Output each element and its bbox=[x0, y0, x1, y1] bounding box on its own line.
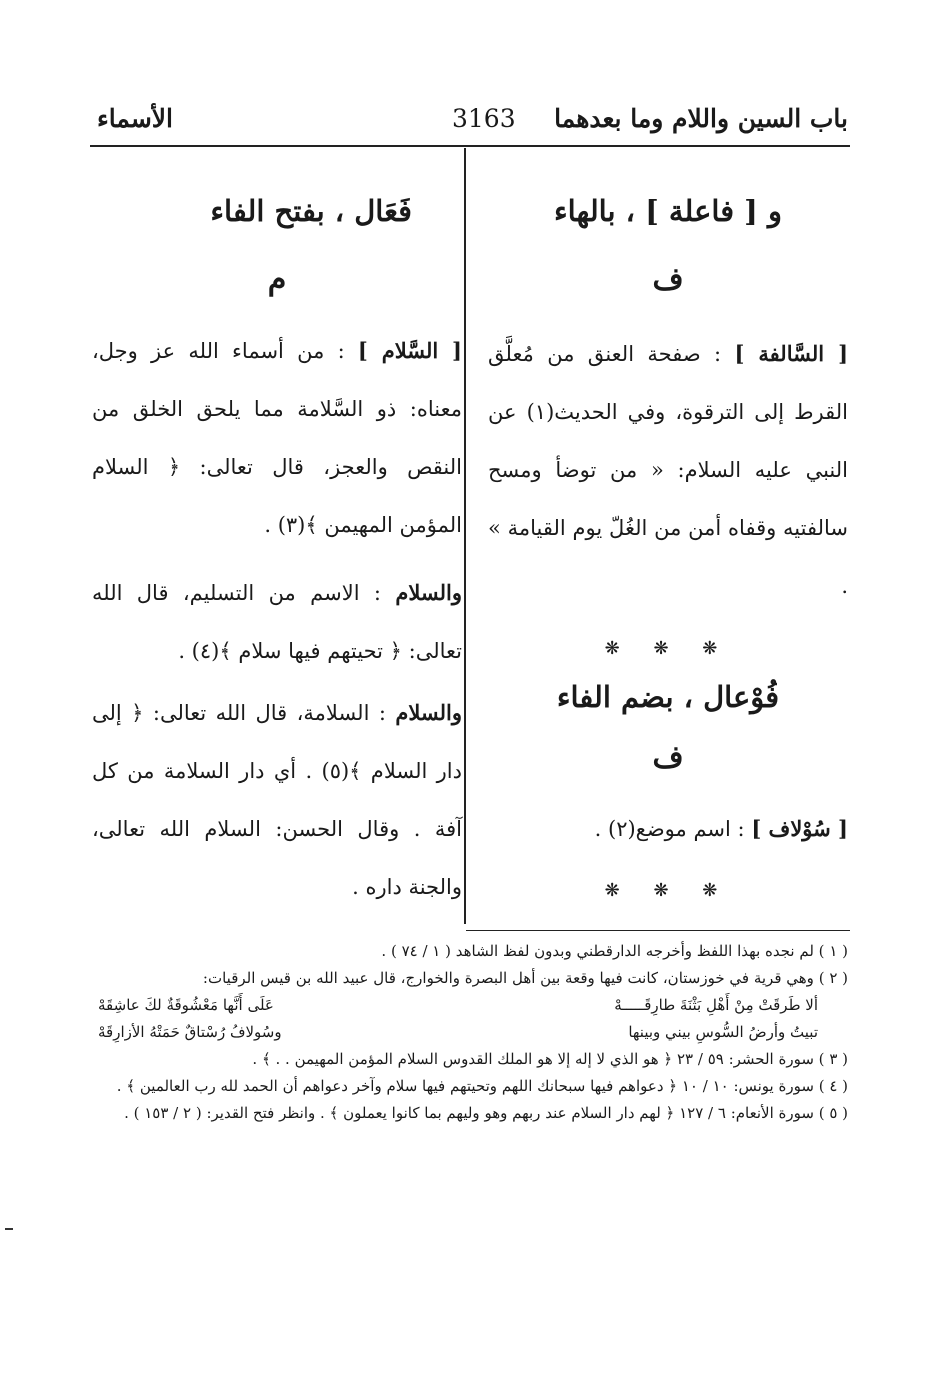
dictionary-entry bbox=[92, 684, 462, 916]
section-heading: فَعَال ، بفتح الفاء bbox=[210, 194, 412, 228]
running-title-right: باب السين واللام وما بعدهما bbox=[554, 104, 848, 133]
footnotes bbox=[88, 938, 848, 1127]
section-separator: ❋ ❋ ❋ bbox=[604, 638, 732, 659]
column-divider bbox=[464, 148, 466, 924]
footnote-5: ( ٥ ) سورة الأنعام: ٦ / ١٢٧ ﴿ لهم دار السلام عند ربهم وهو وليهم بما كانوا يعملون ﴾ . وانظر فتح القدير: ( ٢ / ١٥٣ ) . bbox=[124, 1104, 848, 1122]
entry-term: [ السَّالفة ] bbox=[734, 341, 849, 366]
footnote-4: ( ٤ ) سورة يونس: ١٠ / ١٠ ﴿ دعواهم فيها سبحانك اللهم وتحيتهم فيها سلام وآخر دعواهم أن الحمد لله رب العالمين ﴾ . bbox=[116, 1077, 848, 1095]
running-title-left: الأسماء bbox=[97, 104, 173, 133]
entry-text: : اسم موضع(٢) . bbox=[594, 817, 745, 841]
section-separator: ❋ ❋ ❋ bbox=[604, 880, 732, 901]
verse-hemistich: ألا طَرقَتْ مِنْ أَهْلِ بَثْنَةَ طارِقَـــــهْ bbox=[614, 996, 818, 1014]
footnote-1: ( ١ ) لم نجده بهذا اللفظ وأخرجه الدارقطني وبدون لفظ الشاهد ( ١ / ٧٤ ) . bbox=[381, 942, 848, 960]
entry-term: [ سُوْلاف ] bbox=[751, 816, 848, 841]
entry-text: : من أسماء الله عز وجل، معناه: ذو السَّلامة مما يلحق الخلق من النقص والعجز، قال تعالى: ﴿ السلام المؤمن المهيمن ﴾(٣) . bbox=[92, 339, 462, 537]
entry-text: : صفحة العنق من مُعلَّق القرط إلى الترقوة، وفي الحديث(١) عن النبي عليه السلام: « من توضأ ومسح سالفتيه وقفاه أمن من الغُلّ يوم القيامة » . bbox=[488, 342, 848, 598]
entry-text: : الاسم من التسليم، قال الله تعالى: ﴿ تحيتهم فيها سلام ﴾(٤) . bbox=[92, 581, 462, 663]
letter-heading: ف bbox=[652, 740, 684, 775]
entry-text: : السلامة، قال الله تعالى: ﴿ إلى دار السلام ﴾(٥) . أي دار السلامة من كل آفة . وقال الحسن: السلام الله تعالى، والجنة داره . bbox=[92, 701, 462, 899]
dictionary-entry bbox=[92, 564, 462, 680]
footnote-3: ( ٣ ) سورة الحشر: ٥٩ / ٢٣ ﴿ هو الذي لا إله إلا هو الملك القدوس السلام المؤمن المهيمن . . ﴾ . bbox=[252, 1050, 848, 1068]
margin-mark bbox=[5, 1228, 13, 1230]
entry-term: والسلام bbox=[395, 580, 462, 605]
letter-heading: ف bbox=[652, 262, 684, 297]
entry-term: والسلام bbox=[395, 700, 462, 725]
verse-hemistich: عَلَى أَنَّها مَعْشُوقَةٌ لكَ عاشِقَهْ bbox=[98, 996, 274, 1014]
footnote-2: ( ٢ ) وهي قرية في خوزستان، كانت فيها وقعة بين أهل البصرة والخوارج، قال عبيد الله بن قيس الرقيات: bbox=[202, 969, 848, 987]
footnote-rule bbox=[466, 930, 850, 931]
entry-term: [ السَّلام ] bbox=[357, 338, 462, 363]
verse-hemistich: تبيتُ وأرضُ السُّوسِ بيني وبينها bbox=[628, 1023, 818, 1041]
letter-heading: م bbox=[267, 262, 287, 297]
section-heading: فُوْعال ، بضم الفاء bbox=[556, 680, 780, 714]
dictionary-entry bbox=[92, 322, 462, 554]
poem-verse bbox=[88, 1019, 848, 1046]
page-number: 3163 bbox=[452, 104, 516, 133]
section-heading: و [ فاعلة ] ، بالهاء bbox=[553, 194, 783, 228]
header-rule bbox=[90, 145, 850, 147]
dictionary-entry bbox=[488, 800, 848, 858]
dictionary-entry bbox=[488, 325, 848, 615]
poem-verse bbox=[88, 992, 848, 1019]
verse-hemistich: وسُولافُ رُسْتاقٌ حَمَتْهُ الأزارِقَهْ bbox=[98, 1023, 282, 1041]
